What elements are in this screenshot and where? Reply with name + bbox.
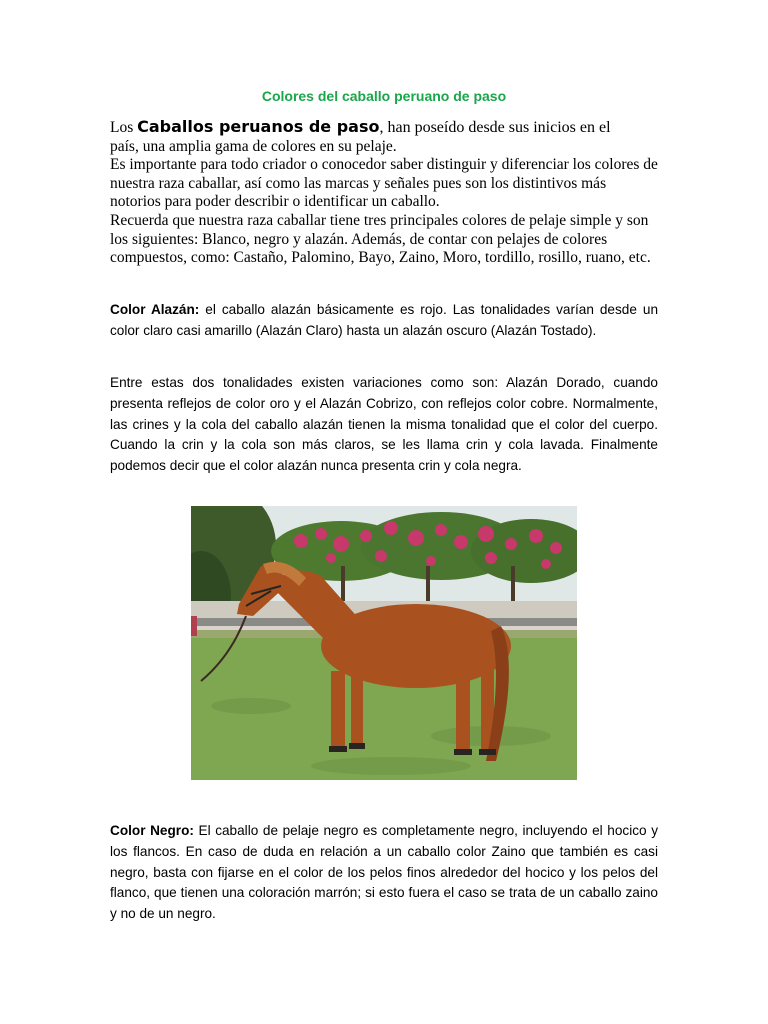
alazan-paragraph-1: Color Alazán: el caballo alazán básicamente es rojo. Las tonalidades varían desde un color claro casi amarillo (Alazán Claro) hasta un alazán oscuro (Alazán Tostado). bbox=[110, 302, 659, 338]
intro-text bbox=[110, 118, 658, 268]
negro-heading: Color Negro: bbox=[110, 823, 194, 838]
horse-photo bbox=[191, 506, 577, 780]
intro-paragraph-2: Es importante para todo criador o conocedor saber distinguir y diferenciar los colores de nuestra raza caballar, así como las marcas y señales pues son los distintivos más notorios para poder describir o identificar un caballo. bbox=[110, 156, 658, 211]
alazan-paragraph-2: Entre estas dos tonalidades existen variaciones como son: Alazán Dorado, cuando presenta reflejos de color oro y el Alazán Cobrizo, con reflejos color cobre. Normalmente, las crines y la cola del caballo alazán tienen la misma tonalidad que el color del cuerpo. Cuando la crin y la cola son más claros, se les llama crin y cola lavada. Finalmente podemos decir que el color alazán nunca presenta crin y cola negra. bbox=[110, 375, 658, 474]
page-title: Colores del caballo peruano de paso bbox=[261, 88, 507, 104]
intro-bold-phrase: Caballos peruanos de paso bbox=[137, 117, 380, 136]
intro-line-2: país, una amplia gama de colores en su pelaje. bbox=[110, 137, 397, 155]
intro-paragraph-3: Recuerda que nuestra raza caballar tiene tres principales colores de pelaje simple y son los siguientes: Blanco, negro y alazán. Además, de contar con pelajes de colores compuestos, como: Castaño, Palomino, Bayo, Zaino, Moro, tordillo, rosillo, ruano, etc. bbox=[110, 211, 651, 267]
alazan-heading: Color Alazán: bbox=[110, 302, 200, 317]
intro-line-1: Los Caballos peruanos de paso, han poseído desde sus inicios en el bbox=[110, 117, 611, 136]
negro-paragraph: Color Negro: El caballo de pelaje negro es completamente negro, incluyendo el hocico y los flancos. En caso de duda en relación a un caballo color Zaino que también es casi negro, basta con fijarse en el color de los pelos finos alrededor del hocico y los pelos del flanco, que tienen una coloración marrón; si esto fuera el caso se trata de un caballo zaino y no de un negro. bbox=[110, 823, 658, 922]
